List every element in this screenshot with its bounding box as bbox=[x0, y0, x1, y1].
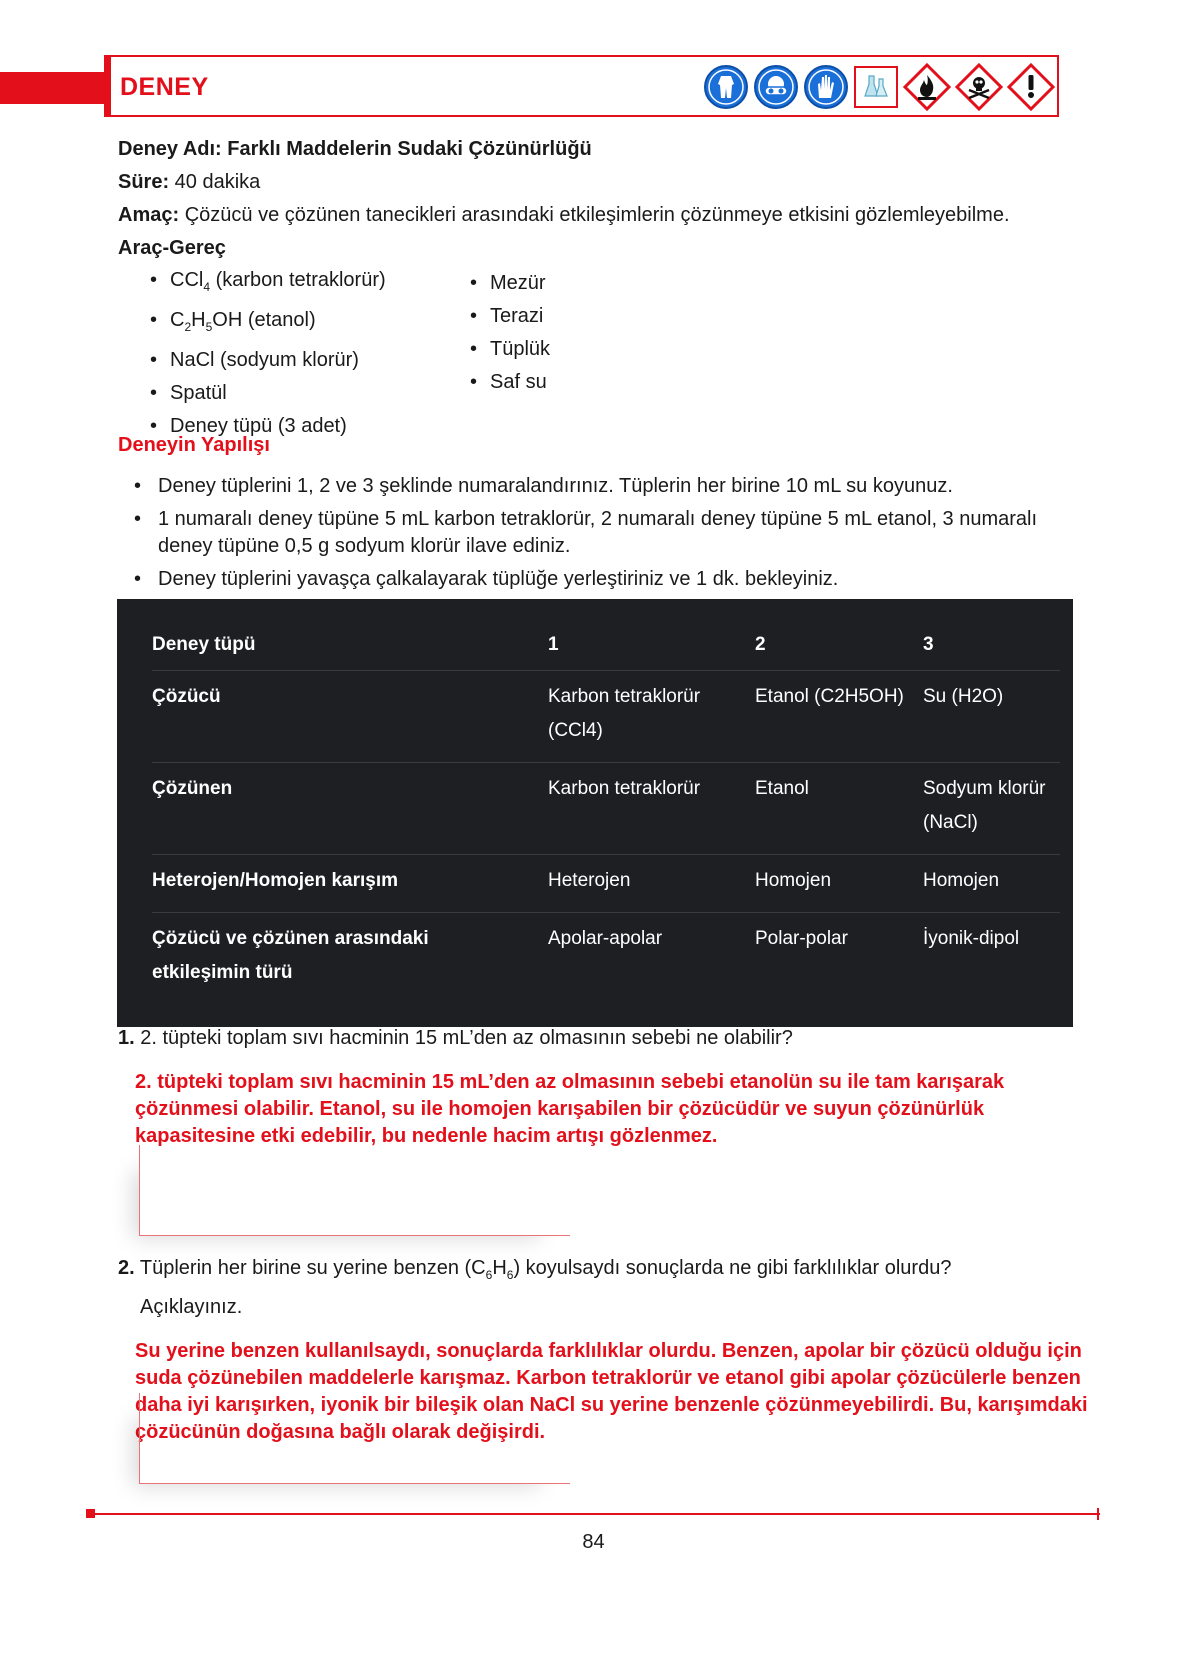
list-item: • Mezür bbox=[470, 272, 546, 294]
footer-marker bbox=[86, 1509, 95, 1518]
table-row-header: Çözünen bbox=[152, 763, 548, 855]
table-header-row bbox=[152, 619, 1060, 671]
materials-list-right bbox=[470, 267, 550, 399]
table-cell: Homojen bbox=[755, 855, 923, 913]
table-row bbox=[152, 763, 1060, 855]
table-header-cell: Deney tüpü bbox=[152, 619, 548, 671]
flammable-icon bbox=[903, 63, 951, 111]
list-item: • CCl$_4$ (karbon tetraklorür) bbox=[150, 269, 386, 294]
aim bbox=[118, 202, 1010, 228]
procedure-steps bbox=[134, 473, 1064, 599]
warning-icon bbox=[1007, 63, 1055, 111]
safety-icons bbox=[703, 62, 1055, 112]
header-red-tab bbox=[0, 72, 108, 104]
table-cell: Etanol bbox=[755, 763, 923, 855]
lab-coat-icon bbox=[703, 64, 749, 110]
table-row-header: Çözücü ve çözünen arasındaki etkileşimin türü bbox=[152, 928, 429, 983]
question-text: Açıklayınız. bbox=[140, 1296, 243, 1318]
table-header-cell: 2 bbox=[755, 619, 923, 671]
aim-label: Amaç: bbox=[118, 204, 180, 226]
table-cell: İyonik-dipol bbox=[923, 928, 1020, 949]
question-1 bbox=[118, 1022, 793, 1054]
question-2: 2. Tüplerin her birine su yerine benzen $(C_6H_6)$ koyulsaydı sonuçlarda ne gibi farklılıklar olurdu? Açıklayınız. bbox=[118, 1252, 951, 1323]
list-item: • Terazi bbox=[470, 305, 544, 327]
materials-list-left bbox=[150, 264, 386, 443]
list-item: • Deney tüplerini yavaşça çalkalayarak tüplüğe yerleştiriniz ve 1 dk. bekleyiniz. bbox=[134, 568, 839, 590]
list-item: • 1 numaralı deney tüpüne 5 mL karbon tetraklorür, 2 numaralı deney tüpüne 5 mL etanol, 3 numaralı deney tüpüne 0,5 g sodyum klorür ilave ediniz. bbox=[134, 508, 1038, 557]
list-item: • Spatül bbox=[150, 382, 227, 404]
table-row-header: Çözücü bbox=[152, 671, 548, 763]
page-number: 84 bbox=[582, 1531, 605, 1553]
toxic-icon bbox=[955, 63, 1003, 111]
question-text: 2. tüpteki toplam sıvı hacminin 15 mL’den az olmasının sebebi ne olabilir? bbox=[134, 1027, 793, 1049]
table-row bbox=[152, 671, 1060, 763]
list-item: • Saf su bbox=[470, 371, 547, 393]
table-row bbox=[152, 855, 1060, 913]
table-cell: Homojen bbox=[923, 855, 1060, 913]
note-box-1 bbox=[139, 1145, 570, 1236]
list-item: • Deney tüplerini 1, 2 ve 3 şeklinde numaralandırınız. Tüplerin her birine 10 mL su koyunuz. bbox=[134, 475, 953, 497]
flask-icon bbox=[853, 64, 899, 110]
results-table-grid bbox=[152, 619, 1060, 1004]
list-item: • Tüplük bbox=[470, 338, 551, 360]
table-row-header: Heterojen/Homojen karışım bbox=[152, 855, 548, 913]
table-cell: Etanol (C2H5OH) bbox=[755, 671, 923, 763]
answer-2: Su yerine benzen kullanılsaydı, sonuçlarda farklılıklar olurdu. Benzen, apolar bir çözücü olduğu için suda çözünebilen maddelerle karışmaz. Karbon tetraklorür ve etanol gibi apolar çözücülerle benzen daha iyi karışırken, iyonik bir bileşik olan NaCl su yerine benzenle çözünmeyebilirdi. Bu, karışımdaki çözücünün doğasına bağlı olarak değişirdi. bbox=[135, 1340, 1088, 1443]
table-cell: Karbon tetraklorür bbox=[548, 763, 755, 855]
table-row bbox=[152, 913, 1060, 1005]
materials-title: Araç-Gereç bbox=[118, 237, 226, 259]
question-number: 1. bbox=[118, 1027, 135, 1049]
table-cell: Heterojen bbox=[548, 855, 755, 913]
duration-label: Süre: bbox=[118, 171, 170, 193]
procedure-title: Deneyin Yapılışı bbox=[118, 434, 270, 456]
list-item: • NaCl (sodyum klorür) bbox=[150, 349, 359, 371]
page-title: DENEY bbox=[120, 73, 209, 101]
footer-end-tick bbox=[1097, 1508, 1099, 1520]
results-table bbox=[117, 599, 1073, 1027]
goggles-icon bbox=[753, 64, 799, 110]
gloves-icon bbox=[803, 64, 849, 110]
table-cell: Polar-polar bbox=[755, 928, 848, 949]
footer-rule bbox=[88, 1513, 1100, 1515]
list-item: • $C_2H_5OH$ (etanol) bbox=[150, 309, 316, 334]
table-header-cell: 1 bbox=[548, 619, 755, 671]
table-cell: Karbon tetraklorür (CCl4) bbox=[548, 671, 755, 763]
duration bbox=[118, 169, 260, 195]
table-cell: Apolar-apolar bbox=[548, 928, 663, 949]
answer-1: 2. tüpteki toplam sıvı hacminin 15 mL’den az olmasının sebebi etanolün su ile tam karışarak çözünmesi olabilir. Etanol, su ile homojen karışabilen bir çözücüdür ve suyun çözünürlük kapasitesine etki edebilir, bu nedenle hacim artışı gözlenmez. bbox=[135, 1071, 1005, 1147]
aim-value: Çözücü ve çözünen tanecikleri arasındaki etkileşimlerin çözünmeye etkisini gözlemleyebilme. bbox=[179, 204, 1010, 226]
question-number: 2. bbox=[118, 1257, 135, 1279]
table-cell: Sodyum klorür (NaCl) bbox=[923, 763, 1060, 855]
list-item: • Deney tüpü (3 adet) bbox=[150, 415, 347, 437]
table-cell: Su (H2O) bbox=[923, 671, 1060, 763]
note-box-2 bbox=[139, 1393, 570, 1484]
table-header-cell: 3 bbox=[923, 619, 1060, 671]
duration-value: 40 dakika bbox=[169, 171, 261, 193]
experiment-name: Deney Adı: Farklı Maddelerin Sudaki Çözünürlüğü bbox=[118, 138, 592, 160]
